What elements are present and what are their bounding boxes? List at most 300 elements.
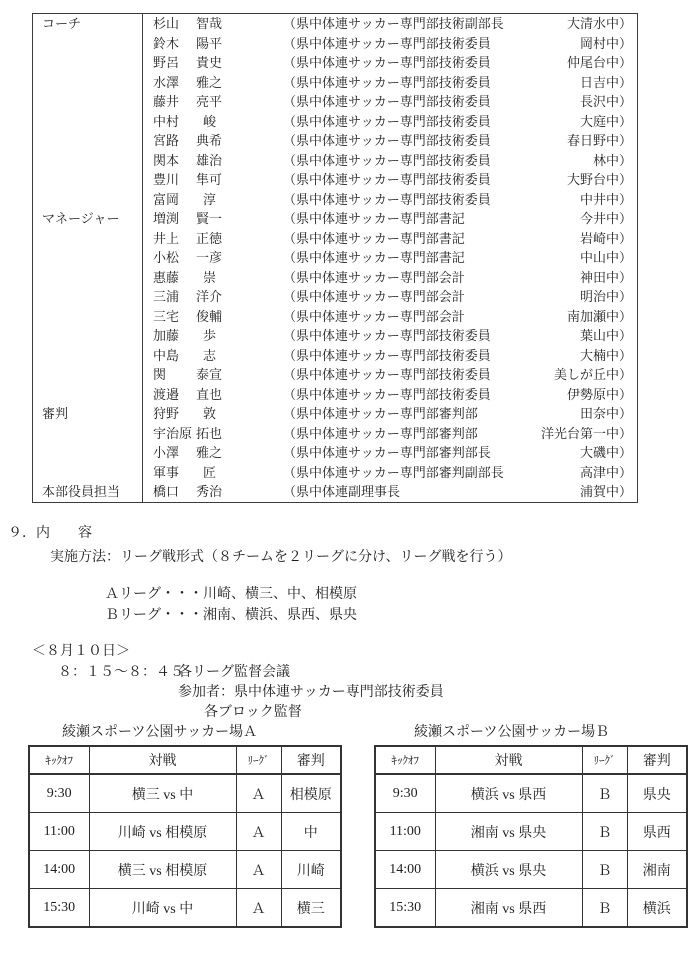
roster-role: [33, 53, 143, 73]
venue-match-row: [29, 774, 341, 813]
affiliation-org: 県中体連サッカー専門部会計: [296, 308, 465, 324]
paren-close: ）: [618, 269, 632, 285]
affiliation-org: 県中体連サッカー専門部審判副部長: [296, 464, 504, 480]
affiliation-school: 大楠中: [579, 347, 619, 363]
paren-open: （: [283, 211, 297, 226]
roster-name-mei: 雄治: [196, 152, 223, 168]
roster-role: [33, 287, 143, 307]
roster-role: [33, 307, 143, 327]
affiliation-school: 高津中: [579, 464, 619, 480]
affiliation-org: 県中体連サッカー専門部審判部長: [296, 445, 491, 460]
roster-name-sei: 惠藤: [153, 269, 180, 285]
affiliation-school: 大磯中: [579, 445, 619, 460]
paren-close: ）: [618, 55, 632, 70]
roster-name-mei: 貴史: [196, 55, 223, 70]
affiliation-org: 県中体連サッカー専門部書記: [296, 250, 465, 265]
kickoff-cell: 14:00: [375, 851, 435, 889]
roster-affiliation: [283, 287, 637, 307]
league-header: ﾘｰｸﾞ: [582, 746, 627, 774]
affiliation-org: 県中体連サッカー専門部会計: [296, 269, 465, 285]
roster-row: [33, 404, 637, 424]
paren-close: ）: [618, 113, 632, 129]
league-cell: Ａ: [236, 813, 281, 851]
paren-open: （: [283, 406, 297, 421]
paren-open: （: [283, 191, 297, 207]
paren-open: （: [283, 425, 297, 441]
kickoff-cell: 11:00: [375, 813, 435, 851]
roster-row: [33, 307, 637, 327]
affiliation-school: 明治中: [579, 289, 619, 304]
roster-affiliation: [283, 248, 637, 268]
roster-row: [33, 268, 637, 288]
roster-role: [33, 112, 143, 132]
roster-affiliation: [283, 170, 637, 190]
roster-row: [33, 365, 637, 385]
paren-open: （: [283, 367, 297, 382]
paren-open: （: [283, 35, 297, 51]
roster-name: [143, 287, 283, 307]
roster-row: [33, 326, 637, 346]
roster-name-sei: 橋口: [153, 484, 180, 499]
roster-row: [33, 229, 637, 249]
roster-role: [33, 385, 143, 405]
affiliation-school: 岩崎中: [579, 230, 619, 246]
league-cell: Ｂ: [582, 774, 627, 813]
roster-table: [32, 13, 638, 503]
affiliation-school: 大清水中: [566, 16, 619, 31]
match-header: 対戦: [89, 746, 236, 774]
league-cell: Ａ: [236, 851, 281, 889]
roster-name-sei: 三宅: [153, 308, 180, 324]
roster-name: [143, 482, 283, 502]
paren-close: ）: [618, 406, 632, 421]
affiliation-org: 県中体連サッカー専門部技術委員: [296, 133, 491, 148]
roster-name: [143, 14, 283, 34]
roster-name: [143, 443, 283, 463]
roster-name-mei: 匠: [203, 464, 217, 480]
roster-name-mei: 峻: [203, 113, 217, 129]
roster-role: [33, 73, 143, 93]
match-cell: 横三 vs 相模原: [89, 851, 236, 889]
affiliation-org: 県中体連サッカー専門部技術委員: [296, 35, 491, 51]
roster-name-mei: 秀治: [196, 484, 223, 499]
roster-name: [143, 307, 283, 327]
affiliation-org: 県中体連サッカー専門部技術委員: [296, 386, 491, 402]
affiliation-school: 中井中: [579, 191, 619, 207]
affiliation-org: 県中体連サッカー専門部技術委員: [296, 74, 491, 90]
paren-close: ）: [618, 328, 632, 343]
roster-role: [33, 443, 143, 463]
roster-row: [33, 53, 637, 73]
roster-name-mei: 隼可: [196, 172, 223, 187]
roster-name-mei: 陽平: [196, 35, 223, 51]
affiliation-org: 県中体連サッカー専門部審判部: [296, 406, 478, 421]
referee-cell: 横三: [281, 889, 341, 928]
affiliation-org: 県中体連サッカー専門部審判部: [296, 425, 478, 441]
roster-affiliation: [283, 307, 637, 327]
roster-role: マネージャー: [33, 209, 143, 229]
kickoff-cell: 15:30: [375, 889, 435, 928]
roster-name: [143, 34, 283, 54]
roster-name: [143, 53, 283, 73]
league-cell: Ｂ: [582, 889, 627, 928]
roster-name: [143, 424, 283, 444]
venue-table-a: [28, 745, 342, 928]
roster-name-mei: 敦: [203, 406, 217, 421]
match-cell: 湘南 vs 県西: [435, 889, 582, 928]
roster-name-sei: 増渕: [153, 211, 180, 226]
paren-close: ）: [618, 74, 632, 90]
affiliation-school: 長沢中: [579, 94, 619, 109]
affiliation-org: 県中体連サッカー専門部技術委員: [296, 55, 491, 70]
referee-cell: 横浜: [627, 889, 687, 928]
roster-name: [143, 229, 283, 249]
roster-role: [33, 365, 143, 385]
paren-close: ）: [618, 445, 632, 460]
roster-name-mei: 直也: [196, 386, 223, 402]
roster-name-sei: 関本: [153, 152, 180, 168]
affiliation-school: 林中: [592, 152, 619, 168]
paren-close: ）: [618, 16, 632, 31]
venue-table: [28, 745, 342, 928]
date-heading: ＜８月１０日＞: [32, 644, 130, 659]
kickoff-cell: 11:00: [29, 813, 89, 851]
affiliation-school: 春日野中: [566, 133, 619, 148]
section-heading: ９．内 容: [8, 526, 92, 541]
league-cell: Ｂ: [582, 851, 627, 889]
meeting-time: ８：１５～８：４５: [58, 665, 184, 680]
roster-name: [143, 170, 283, 190]
roster-role: [33, 268, 143, 288]
venue-title-a: 綾瀬スポーツ公園サッカー場Ａ: [62, 725, 258, 740]
roster-name-mei: 崇: [203, 269, 217, 285]
roster-row: [33, 170, 637, 190]
roster-name: [143, 326, 283, 346]
affiliation-org: 県中体連サッカー専門部技術委員: [296, 152, 491, 168]
roster-row: [33, 424, 637, 444]
roster-name-sei: 小澤: [153, 445, 180, 460]
kickoff-cell: 9:30: [29, 774, 89, 813]
roster-role: [33, 463, 143, 483]
paren-close: ）: [618, 35, 632, 51]
league-header: ﾘｰｸﾞ: [236, 746, 281, 774]
paren-close: ）: [618, 230, 632, 246]
paren-open: （: [283, 386, 297, 402]
roster-row: [33, 482, 637, 502]
affiliation-org: 県中体連サッカー専門部会計: [296, 289, 465, 304]
roster-affiliation: [283, 190, 637, 210]
roster-row: [33, 385, 637, 405]
roster-role: [33, 190, 143, 210]
affiliation-school: 葉山中: [579, 328, 619, 343]
roster-row: [33, 248, 637, 268]
roster-name-mei: 智哉: [196, 16, 223, 31]
venue-match-row: [375, 774, 687, 813]
roster-name-sei: 関: [153, 367, 167, 382]
affiliation-org: 県中体連サッカー専門部技術委員: [296, 347, 491, 363]
roster-name: [143, 404, 283, 424]
paren-open: （: [283, 308, 297, 324]
roster-name-sei: 井上: [153, 230, 180, 246]
paren-close: ）: [618, 367, 632, 382]
roster-name: [143, 112, 283, 132]
kickoff-header: ｷｯｸｵﾌ: [29, 746, 89, 774]
paren-open: （: [283, 347, 297, 363]
roster-affiliation: [283, 14, 637, 34]
roster-name-mei: 拓也: [196, 425, 223, 441]
roster-row: [33, 209, 637, 229]
kickoff-cell: 15:30: [29, 889, 89, 928]
venue-match-row: [29, 813, 341, 851]
affiliation-school: 伊勢原中: [566, 386, 619, 402]
roster-name-mei: 淳: [203, 191, 217, 207]
paren-open: （: [283, 328, 297, 343]
roster-name-sei: 鈴木: [153, 35, 180, 51]
roster-affiliation: [283, 346, 637, 366]
roster-name: [143, 73, 283, 93]
affiliation-school: 大庭中: [579, 113, 619, 129]
paren-open: （: [283, 269, 297, 285]
roster-role: 本部役員担当: [33, 482, 143, 502]
roster-name-sei: 加藤: [153, 328, 180, 343]
affiliation-school: 岡村中: [579, 35, 619, 51]
referee-cell: 相模原: [281, 774, 341, 813]
paren-close: ）: [618, 484, 632, 499]
affiliation-school: 今井中: [579, 211, 619, 226]
roster-name-sei: 水澤: [153, 74, 180, 90]
paren-open: （: [283, 94, 297, 109]
league-b-line: Ｂリーグ・・・湘南、横浜、県西、県央: [105, 608, 357, 623]
roster-row: [33, 34, 637, 54]
roster-role: [33, 424, 143, 444]
roster-row: [33, 151, 637, 171]
league-a-line: Ａリーグ・・・川崎、横三、中、相模原: [105, 587, 357, 602]
roster-name: [143, 248, 283, 268]
roster-row: [33, 443, 637, 463]
meeting-name: 各リーグ監督会議: [178, 665, 290, 680]
roster-name-mei: 典希: [196, 133, 223, 148]
affiliation-org: 県中体連サッカー専門部書記: [296, 230, 465, 246]
match-cell: 横浜 vs 県西: [435, 774, 582, 813]
venue-match-row: [29, 851, 341, 889]
roster-name: [143, 385, 283, 405]
venue-table: [374, 745, 688, 928]
roster-role: [33, 346, 143, 366]
match-header: 対戦: [435, 746, 582, 774]
paren-open: （: [283, 230, 297, 246]
paren-open: （: [283, 289, 297, 304]
roster-name: [143, 365, 283, 385]
roster-name-mei: 雅之: [196, 445, 223, 460]
roster-role: 審判: [33, 404, 143, 424]
participants-line2: 各ブロック監督: [204, 705, 302, 720]
roster-affiliation: [283, 404, 637, 424]
referee-cell: 県央: [627, 774, 687, 813]
roster-affiliation: [283, 463, 637, 483]
roster-affiliation: [283, 151, 637, 171]
roster-name-sei: 富岡: [153, 191, 180, 207]
roster-affiliation: [283, 326, 637, 346]
roster-affiliation: [283, 131, 637, 151]
roster-row: [33, 463, 637, 483]
paren-close: ）: [618, 289, 632, 304]
paren-open: （: [283, 484, 297, 499]
kickoff-cell: 9:30: [375, 774, 435, 813]
league-cell: Ａ: [236, 774, 281, 813]
roster-name-mei: 志: [203, 347, 217, 363]
roster-affiliation: [283, 443, 637, 463]
roster-name-sei: 中島: [153, 347, 180, 363]
match-cell: 横三 vs 中: [89, 774, 236, 813]
roster-name: [143, 131, 283, 151]
roster-role: コーチ: [33, 14, 143, 34]
roster-name-sei: 中村: [153, 113, 180, 129]
paren-close: ）: [618, 386, 632, 402]
match-cell: 川崎 vs 中: [89, 889, 236, 928]
affiliation-school: 神田中: [579, 269, 619, 285]
affiliation-school: 南加瀬中: [566, 308, 619, 324]
paren-open: （: [283, 172, 297, 187]
roster-name-mei: 歩: [203, 328, 217, 343]
venue-table-b: [374, 745, 688, 928]
affiliation-org: 県中体連サッカー専門部技術委員: [296, 191, 491, 207]
affiliation-org: 県中体連サッカー専門部技術委員: [296, 94, 491, 109]
paren-close: ）: [618, 347, 632, 363]
roster-row: [33, 190, 637, 210]
roster-row: [33, 131, 637, 151]
paren-open: （: [283, 74, 297, 90]
paren-close: ）: [618, 133, 632, 148]
affiliation-org: 県中体連サッカー専門部技術委員: [296, 172, 491, 187]
roster-name-sei: 渡邉: [153, 386, 180, 402]
paren-close: ）: [618, 250, 632, 265]
referee-cell: 県西: [627, 813, 687, 851]
roster-name-mei: 俊輔: [196, 308, 223, 324]
venue-match-row: [29, 889, 341, 928]
roster-name-sei: 軍事: [153, 464, 180, 480]
paren-close: ）: [618, 94, 632, 109]
roster-affiliation: [283, 229, 637, 249]
affiliation-school: 浦賀中: [579, 484, 619, 499]
affiliation-school: 田奈中: [579, 406, 619, 421]
roster-name: [143, 463, 283, 483]
affiliation-school: 仲尾台中: [566, 55, 619, 70]
roster-name-sei: 宮路: [153, 133, 180, 148]
roster-name-mei: 泰宣: [196, 367, 223, 382]
match-cell: 湘南 vs 県央: [435, 813, 582, 851]
roster-name-sei: 豊川: [153, 172, 180, 187]
paren-open: （: [283, 445, 297, 460]
referee-cell: 湘南: [627, 851, 687, 889]
roster-affiliation: [283, 34, 637, 54]
roster-affiliation: [283, 112, 637, 132]
roster-name-sei: 宇治原: [153, 425, 193, 441]
venue-match-row: [375, 813, 687, 851]
paren-open: （: [283, 113, 297, 129]
affiliation-school: 日吉中: [579, 74, 619, 90]
roster-affiliation: [283, 482, 637, 502]
roster-affiliation: [283, 53, 637, 73]
roster-row: [33, 14, 637, 34]
league-cell: Ａ: [236, 889, 281, 928]
roster-role: [33, 151, 143, 171]
roster-role: [33, 326, 143, 346]
roster-row: [33, 92, 637, 112]
roster-affiliation: [283, 365, 637, 385]
paren-close: ）: [618, 308, 632, 324]
roster-name-mei: 一彦: [196, 250, 223, 265]
roster-name: [143, 268, 283, 288]
referee-cell: 川崎: [281, 851, 341, 889]
affiliation-school: 美しが丘中: [553, 367, 619, 382]
roster-name-sei: 三浦: [153, 289, 180, 304]
affiliation-org: 県中体連サッカー専門部技術委員: [296, 328, 491, 343]
roster-name: [143, 151, 283, 171]
referee-cell: 中: [281, 813, 341, 851]
roster-name-sei: 藤井: [153, 94, 180, 109]
paren-close: ）: [618, 211, 632, 226]
match-cell: 川崎 vs 相模原: [89, 813, 236, 851]
roster-name-sei: 野呂: [153, 55, 180, 70]
paren-open: （: [283, 152, 297, 168]
affiliation-org: 県中体連サッカー専門部技術委員: [296, 113, 491, 129]
affiliation-org: 県中体連サッカー専門部書記: [296, 211, 465, 226]
match-cell: 横浜 vs 県央: [435, 851, 582, 889]
roster-role: [33, 92, 143, 112]
affiliation-org: 県中体連サッカー専門部技術副部長: [296, 16, 504, 31]
league-cell: Ｂ: [582, 813, 627, 851]
method-line: 実施方法：リーグ戦形式（８チームを２リーグに分け、リーグ戦を行う）: [50, 550, 512, 565]
roster-name-mei: 賢一: [196, 211, 223, 226]
referee-header: 審判: [627, 746, 687, 774]
roster-name: [143, 346, 283, 366]
roster-affiliation: [283, 385, 637, 405]
roster-name-mei: 亮平: [196, 94, 223, 109]
roster-affiliation: [283, 424, 637, 444]
paren-open: （: [283, 16, 297, 31]
roster-affiliation: [283, 73, 637, 93]
venue-header-row: [29, 746, 341, 774]
paren-open: （: [283, 464, 297, 480]
paren-close: ）: [618, 152, 632, 168]
participants-line: 参加者：県中体連サッカー専門部技術委員: [178, 685, 444, 700]
venue-match-row: [375, 889, 687, 928]
venue-match-row: [375, 851, 687, 889]
paren-close: ）: [618, 172, 632, 187]
roster-name: [143, 190, 283, 210]
paren-open: （: [283, 55, 297, 70]
affiliation-school: 中山中: [579, 250, 619, 265]
roster-role: [33, 170, 143, 190]
venue-title-b: 綾瀬スポーツ公園サッカー場Ｂ: [414, 725, 610, 740]
roster-name-mei: 雅之: [196, 74, 223, 90]
roster-name: [143, 209, 283, 229]
roster-role: [33, 248, 143, 268]
paren-close: ）: [618, 191, 632, 207]
venue-header-row: [375, 746, 687, 774]
kickoff-header: ｷｯｸｵﾌ: [375, 746, 435, 774]
roster-name-mei: 正徳: [196, 230, 223, 246]
roster-affiliation: [283, 268, 637, 288]
roster-role: [33, 229, 143, 249]
kickoff-cell: 14:00: [29, 851, 89, 889]
affiliation-school: 洋光台第一中: [540, 425, 619, 441]
roster-row: [33, 346, 637, 366]
roster-row: [33, 73, 637, 93]
affiliation-org: 県中体連副理事長: [296, 484, 401, 499]
roster-name-sei: 小松: [153, 250, 180, 265]
roster-row: [33, 112, 637, 132]
